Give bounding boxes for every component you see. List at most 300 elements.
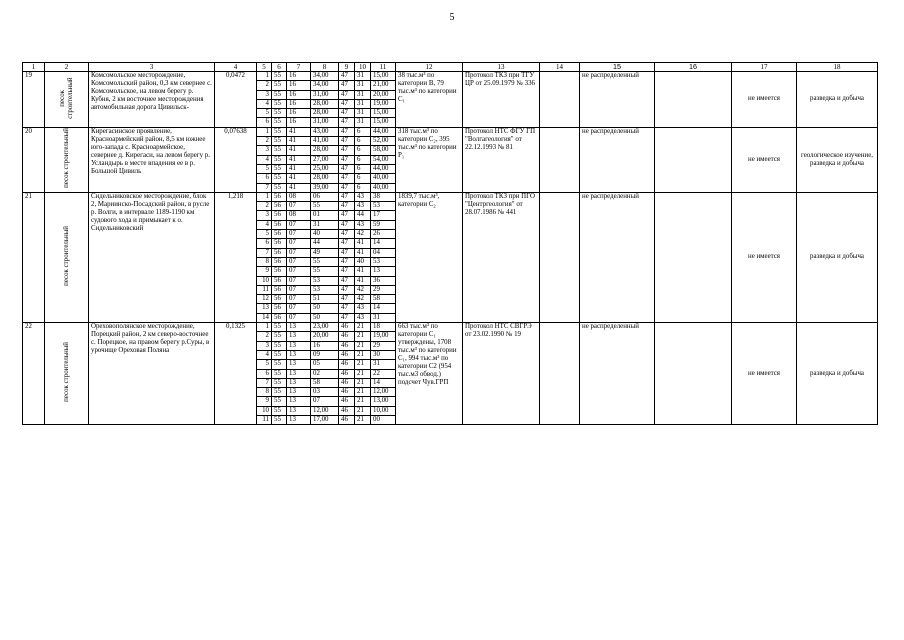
coordinate-cell: 56: [272, 313, 287, 322]
column-header: 6: [272, 63, 287, 72]
coordinate-cell: 47: [339, 295, 355, 304]
coordinate-cell: 43: [355, 304, 371, 313]
coordinate-cell: 38: [371, 192, 396, 201]
coordinate-cell: 30: [371, 350, 396, 359]
coordinate-cell: 8: [257, 388, 272, 397]
coordinate-cell: 21: [355, 332, 371, 341]
coordinate-cell: 07: [287, 220, 311, 229]
coordinate-cell: 17: [371, 211, 396, 220]
coordinate-cell: 46: [339, 350, 355, 359]
coordinate-cell: 42: [355, 295, 371, 304]
coordinate-cell: 56: [272, 295, 287, 304]
coordinate-cell: 41: [287, 155, 311, 164]
coordinate-cell: 21: [355, 369, 371, 378]
coordinate-cell: 21: [355, 360, 371, 369]
coordinate-cell: 4: [257, 155, 272, 164]
coordinate-cell: 6: [355, 183, 371, 192]
coordinate-cell: 03: [311, 388, 339, 397]
coordinate-cell: 6: [355, 137, 371, 146]
coordinate-cell: 31: [355, 118, 371, 127]
coordinate-cell: 13: [371, 267, 396, 276]
coordinate-cell: 6: [355, 155, 371, 164]
coordinate-cell: 46: [339, 323, 355, 332]
column-header: 4: [215, 63, 257, 72]
coordinate-cell: 47: [339, 72, 355, 81]
usage-purpose: разведка и добыча: [797, 192, 878, 322]
coordinate-cell: 21: [355, 323, 371, 332]
coordinate-cell: 21: [355, 397, 371, 406]
coordinate-cell: 05: [311, 360, 339, 369]
coordinate-cell: 08: [287, 211, 311, 220]
coordinate-cell: 46: [339, 415, 355, 424]
coordinate-cell: 15,00: [371, 109, 396, 118]
deposit-name: Кирегасинское проявление, Красноармейский район, 8,5 км южнее юго-запада с. Красноармейское, севернее д. Кирегаси, на левом берегу р. Усландырь в месте впадения ее в р. Большой Цивиль: [89, 127, 215, 192]
coordinate-cell: 11: [257, 415, 272, 424]
coordinate-cell: 46: [339, 397, 355, 406]
coordinate-cell: 55: [272, 341, 287, 350]
coordinate-cell: 47: [339, 313, 355, 322]
coordinate-cell: 16: [311, 341, 339, 350]
coordinate-cell: 28,00: [311, 109, 339, 118]
coordinate-cell: 18: [371, 323, 396, 332]
coordinate-cell: 2: [257, 332, 272, 341]
page-number: 5: [449, 12, 455, 23]
coordinate-cell: 2: [257, 202, 272, 211]
coordinate-cell: 14: [371, 304, 396, 313]
coordinate-cell: 6: [355, 146, 371, 155]
coordinate-cell: 55: [272, 369, 287, 378]
coordinate-cell: 31: [355, 109, 371, 118]
coordinate-cell: 28,00: [311, 174, 339, 183]
coordinate-cell: 41: [355, 248, 371, 257]
coordinate-cell: 15,00: [371, 118, 396, 127]
coordinate-cell: 07: [287, 202, 311, 211]
coordinate-cell: 55: [272, 109, 287, 118]
coordinate-cell: 6: [355, 127, 371, 136]
coordinate-cell: 55: [272, 72, 287, 81]
column-header: 10: [355, 63, 371, 72]
coordinate-cell: 46: [339, 406, 355, 415]
coordinate-cell: 10: [257, 276, 272, 285]
coordinate-cell: 55: [272, 174, 287, 183]
column-header: 9: [339, 63, 355, 72]
coordinate-cell: 29: [371, 285, 396, 294]
column-header: 14: [540, 63, 580, 72]
coordinate-cell: 56: [272, 192, 287, 201]
coordinate-cell: 47: [339, 211, 355, 220]
deposit-area: 0,0472: [215, 72, 257, 128]
coordinate-cell: 31,00: [311, 90, 339, 99]
column-header: 11: [371, 63, 396, 72]
coordinate-cell: 13: [287, 378, 311, 387]
coordinate-cell: 52,00: [371, 137, 396, 146]
coordinate-cell: 40,00: [371, 183, 396, 192]
coordinate-cell: 53: [371, 257, 396, 266]
coordinate-cell: 55: [272, 146, 287, 155]
coordinate-cell: 3: [257, 211, 272, 220]
coordinate-cell: 55: [272, 90, 287, 99]
coordinate-cell: 55: [272, 332, 287, 341]
coordinate-cell: 21,00: [371, 81, 396, 90]
coordinate-cell: 56: [272, 304, 287, 313]
coordinate-cell: 31: [371, 313, 396, 322]
coordinate-cell: 44: [311, 239, 339, 248]
coordinate-cell: 28,00: [311, 99, 339, 108]
deposit-name: Ореховополянское месторождение, Порецкий район, 2 км северо-восточнее с. Порецкое, на правом берегу р.Суры, в урочище Ореховая Поляна: [89, 323, 215, 425]
coordinate-cell: 41: [287, 127, 311, 136]
coordinate-cell: 46: [339, 332, 355, 341]
coordinate-cell: 47: [339, 220, 355, 229]
coordinate-cell: 20,00: [311, 332, 339, 341]
column-header: 7: [287, 63, 311, 72]
distribution-status: не распределенный: [580, 192, 655, 322]
coordinate-cell: 21: [355, 388, 371, 397]
coordinate-cell: 13: [287, 406, 311, 415]
column-header: 18: [797, 63, 878, 72]
coordinate-cell: 31: [355, 90, 371, 99]
coordinate-cell: 5: [257, 109, 272, 118]
coordinate-cell: 47: [339, 267, 355, 276]
mineral-type: песок строительный: [45, 192, 89, 322]
coordinate-cell: 55: [272, 127, 287, 136]
coordinate-cell: 3: [257, 146, 272, 155]
coordinate-cell: 3: [257, 341, 272, 350]
deposit-area: 0,1325: [215, 323, 257, 425]
coordinate-cell: 56: [272, 220, 287, 229]
reserves: 38 тыс.м³ по категории В, 79 тыс.м³ по категории С₁: [396, 72, 463, 128]
record-number: 20: [23, 127, 45, 192]
coordinate-cell: 58: [371, 295, 396, 304]
coordinate-cell: 07: [287, 304, 311, 313]
coordinate-cell: 10,00: [371, 406, 396, 415]
table-row: [23, 72, 878, 81]
license-status: не имеется: [732, 192, 797, 322]
coordinate-cell: 3: [257, 90, 272, 99]
coordinate-cell: 13: [287, 341, 311, 350]
coordinate-cell: 55: [311, 202, 339, 211]
coordinate-cell: 11: [257, 285, 272, 294]
coordinate-cell: 10: [257, 406, 272, 415]
coordinate-cell: 43,00: [311, 127, 339, 136]
coordinate-cell: 07: [287, 248, 311, 257]
license-status: не имеется: [732, 72, 797, 128]
coordinate-cell: 47: [339, 202, 355, 211]
coordinate-cell: 14: [371, 239, 396, 248]
license-status: не имеется: [732, 127, 797, 192]
column-header: 15: [580, 63, 655, 72]
coordinate-cell: 16: [287, 81, 311, 90]
column-header: 16: [655, 63, 732, 72]
column-14-cell: [540, 127, 580, 192]
header-row: [23, 63, 878, 72]
distribution-status: не распределенный: [580, 127, 655, 192]
coordinate-cell: 9: [257, 267, 272, 276]
coordinate-cell: 08: [287, 192, 311, 201]
coordinate-cell: 31: [371, 360, 396, 369]
coordinate-cell: 56: [272, 257, 287, 266]
reserves: 318 тыс.м³ по категории С₂, 395 тыс.м³ по категории Р₁: [396, 127, 463, 192]
coordinate-cell: 34,00: [311, 81, 339, 90]
coordinate-cell: 47: [339, 118, 355, 127]
coordinate-cell: 2: [257, 81, 272, 90]
coordinate-cell: 51: [311, 295, 339, 304]
coordinate-cell: 21: [355, 341, 371, 350]
coordinate-cell: 44,00: [371, 127, 396, 136]
column-header: 3: [89, 63, 215, 72]
usage-purpose: геологическое изучение, разведка и добыча: [797, 127, 878, 192]
coordinate-cell: 19,00: [371, 99, 396, 108]
coordinate-cell: 56: [272, 202, 287, 211]
coordinate-cell: 43: [355, 313, 371, 322]
coordinate-cell: 6: [257, 174, 272, 183]
column-16-cell: [655, 192, 732, 322]
coordinate-cell: 47: [339, 183, 355, 192]
mineral-type: песок строительный: [45, 323, 89, 425]
coordinate-cell: 06: [311, 192, 339, 201]
coordinate-cell: 55: [272, 378, 287, 387]
approval-protocol: Протокол НТС ФГУ ГП "Волгагеология" от 22.12.1993 № 81: [463, 127, 540, 192]
coordinate-cell: 55: [272, 323, 287, 332]
coordinate-cell: 00: [371, 415, 396, 424]
coordinate-cell: 26: [371, 230, 396, 239]
coordinate-cell: 7: [257, 183, 272, 192]
coordinate-cell: 4: [257, 350, 272, 359]
coordinate-cell: 46: [339, 369, 355, 378]
coordinate-cell: 31: [355, 81, 371, 90]
coordinate-cell: 4: [257, 99, 272, 108]
column-header: 13: [463, 63, 540, 72]
mineral-type: песок строительный: [45, 72, 89, 128]
coordinate-cell: 13: [287, 323, 311, 332]
coordinate-cell: 21: [355, 350, 371, 359]
coordinate-cell: 47: [339, 192, 355, 201]
table-row: [23, 192, 878, 201]
coordinate-cell: 21: [355, 415, 371, 424]
coordinate-cell: 41: [355, 276, 371, 285]
coordinate-cell: 09: [311, 350, 339, 359]
column-16-cell: [655, 323, 732, 425]
coordinate-cell: 6: [257, 239, 272, 248]
coordinate-cell: 6: [355, 164, 371, 173]
column-14-cell: [540, 192, 580, 322]
coordinate-cell: 47: [339, 257, 355, 266]
reserves: 663 тыс.м³ по категории С₁ утверждены, 1708 тыс.м³ по категории С₁, 994 тыс.м³ по категории С2 (954 тыс.м3 обвод.) подсчет Чув.ГРП: [396, 323, 463, 425]
coordinate-cell: 34,00: [311, 72, 339, 81]
coordinate-cell: 47: [339, 99, 355, 108]
coordinate-cell: 53: [371, 202, 396, 211]
coordinate-cell: 29: [371, 341, 396, 350]
coordinate-cell: 49: [311, 248, 339, 257]
coordinate-cell: 27,00: [311, 155, 339, 164]
coordinate-cell: 47: [339, 174, 355, 183]
column-16-cell: [655, 72, 732, 128]
coordinate-cell: 13: [287, 350, 311, 359]
coordinate-cell: 47: [339, 164, 355, 173]
column-header: 5: [257, 63, 272, 72]
coordinate-cell: 44: [355, 211, 371, 220]
coordinate-cell: 40: [311, 230, 339, 239]
coordinate-cell: 15,00: [371, 72, 396, 81]
coordinate-cell: 47: [339, 127, 355, 136]
coordinate-cell: 44,00: [371, 164, 396, 173]
approval-protocol: Протокол ТКЗ при ПГО "Центргеология" от 28.07.1986 № 441: [463, 192, 540, 322]
coordinate-cell: 40: [355, 257, 371, 266]
coordinate-cell: 31,00: [311, 118, 339, 127]
coordinate-cell: 19,00: [371, 332, 396, 341]
coordinate-cell: 40,00: [371, 174, 396, 183]
record-number: 21: [23, 192, 45, 322]
coordinate-cell: 8: [257, 257, 272, 266]
coordinate-cell: 55: [272, 415, 287, 424]
coordinate-cell: 07: [287, 285, 311, 294]
coordinate-cell: 47: [339, 146, 355, 155]
coordinate-cell: 17,00: [311, 415, 339, 424]
coordinate-cell: 55: [272, 183, 287, 192]
coordinate-cell: 56: [272, 211, 287, 220]
coordinate-cell: 16: [287, 72, 311, 81]
coordinate-cell: 46: [339, 388, 355, 397]
mineral-type: песок строительный: [45, 127, 89, 192]
coordinate-cell: 13: [287, 360, 311, 369]
coordinate-cell: 16: [287, 99, 311, 108]
coordinate-cell: 14: [257, 313, 272, 322]
coordinate-cell: 23,00: [311, 323, 339, 332]
coordinate-cell: 55: [311, 267, 339, 276]
coordinate-cell: 47: [339, 81, 355, 90]
coordinate-cell: 43: [355, 220, 371, 229]
deposit-area: 0,07638: [215, 127, 257, 192]
coordinate-cell: 5: [257, 230, 272, 239]
coordinate-cell: 46: [339, 360, 355, 369]
coordinate-cell: 20,00: [371, 90, 396, 99]
coordinate-cell: 12,00: [311, 406, 339, 415]
coordinate-cell: 46: [339, 378, 355, 387]
coordinate-cell: 13: [287, 369, 311, 378]
coordinate-cell: 16: [287, 109, 311, 118]
coordinate-cell: 47: [339, 137, 355, 146]
coordinate-cell: 55: [272, 99, 287, 108]
coordinate-cell: 07: [287, 257, 311, 266]
table-row: [23, 127, 878, 136]
coordinate-cell: 6: [355, 174, 371, 183]
coordinate-cell: 13: [287, 332, 311, 341]
coordinate-cell: 43: [355, 202, 371, 211]
column-14-cell: [540, 72, 580, 128]
coordinate-cell: 41: [287, 164, 311, 173]
coordinate-cell: 58,00: [371, 146, 396, 155]
coordinate-cell: 2: [257, 137, 272, 146]
coordinate-cell: 47: [339, 239, 355, 248]
coordinate-cell: 14: [371, 378, 396, 387]
coordinate-cell: 47: [339, 230, 355, 239]
coordinate-cell: 5: [257, 164, 272, 173]
coordinate-cell: 56: [272, 248, 287, 257]
coordinate-cell: 56: [272, 276, 287, 285]
coordinate-cell: 47: [339, 304, 355, 313]
coordinate-cell: 55: [272, 137, 287, 146]
reserves: 1839,7 тыс.м³, категории С₂: [396, 192, 463, 322]
coordinate-cell: 39,00: [311, 183, 339, 192]
record-number: 22: [23, 323, 45, 425]
coordinate-cell: 6: [257, 369, 272, 378]
coordinate-cell: 7: [257, 248, 272, 257]
coordinate-cell: 13,00: [371, 397, 396, 406]
coordinate-cell: 55: [311, 257, 339, 266]
coordinate-cell: 58: [311, 378, 339, 387]
coordinate-cell: 55: [272, 81, 287, 90]
approval-protocol: Протокол ТКЗ при ТГУ ЦР от 25.09.1979 № 336: [463, 72, 540, 128]
coordinate-cell: 41: [287, 174, 311, 183]
deposits-table: [22, 62, 878, 425]
deposit-name: Сидельниковское месторождение, блок 2, Мариинско-Посадский район, в русле р. Волги, в интервале 1189-1190 км судового хода и примыкает к о. Сидельниковский: [89, 192, 215, 322]
coordinate-cell: 47: [339, 90, 355, 99]
coordinate-cell: 12: [257, 295, 272, 304]
usage-purpose: разведка и добыча: [797, 323, 878, 425]
coordinate-cell: 56: [272, 239, 287, 248]
coordinate-cell: 02: [311, 369, 339, 378]
coordinate-cell: 56: [272, 230, 287, 239]
coordinate-cell: 1: [257, 323, 272, 332]
coordinate-cell: 59: [371, 220, 396, 229]
coordinate-cell: 55: [272, 118, 287, 127]
coordinate-cell: 55: [272, 350, 287, 359]
usage-purpose: разведка и добыча: [797, 72, 878, 128]
coordinate-cell: 55: [272, 360, 287, 369]
coordinate-cell: 13: [287, 397, 311, 406]
coordinate-cell: 04: [371, 248, 396, 257]
coordinate-cell: 16: [287, 118, 311, 127]
coordinate-cell: 1: [257, 127, 272, 136]
coordinate-cell: 47: [339, 248, 355, 257]
coordinate-cell: 54,00: [371, 155, 396, 164]
column-header: 1: [23, 63, 45, 72]
coordinate-cell: 50: [311, 304, 339, 313]
column-14-cell: [540, 323, 580, 425]
coordinate-cell: 53: [311, 276, 339, 285]
coordinate-cell: 47: [339, 276, 355, 285]
coordinate-cell: 25,00: [311, 164, 339, 173]
column-header: 17: [732, 63, 797, 72]
coordinate-cell: 07: [287, 276, 311, 285]
coordinate-cell: 42: [355, 230, 371, 239]
column-16-cell: [655, 127, 732, 192]
deposit-area: 1,218: [215, 192, 257, 322]
coordinate-cell: 13: [287, 415, 311, 424]
coordinate-cell: 4: [257, 220, 272, 229]
coordinate-cell: 55: [272, 406, 287, 415]
coordinate-cell: 41: [355, 267, 371, 276]
coordinate-cell: 07: [287, 230, 311, 239]
coordinate-cell: 47: [339, 109, 355, 118]
coordinate-cell: 31: [355, 72, 371, 81]
coordinate-cell: 41: [287, 146, 311, 155]
coordinate-cell: 13: [287, 388, 311, 397]
coordinate-cell: 56: [272, 267, 287, 276]
coordinate-cell: 47: [339, 285, 355, 294]
coordinate-cell: 41: [287, 183, 311, 192]
coordinate-cell: 55: [272, 388, 287, 397]
coordinate-cell: 31: [311, 220, 339, 229]
column-header: 8: [311, 63, 339, 72]
coordinate-cell: 41: [287, 137, 311, 146]
coordinate-cell: 28,00: [311, 146, 339, 155]
coordinate-cell: 50: [311, 313, 339, 322]
coordinate-cell: 6: [257, 118, 272, 127]
coordinate-cell: 36: [371, 276, 396, 285]
coordinate-cell: 1: [257, 192, 272, 201]
coordinate-cell: 42: [355, 285, 371, 294]
coordinate-cell: 07: [287, 267, 311, 276]
